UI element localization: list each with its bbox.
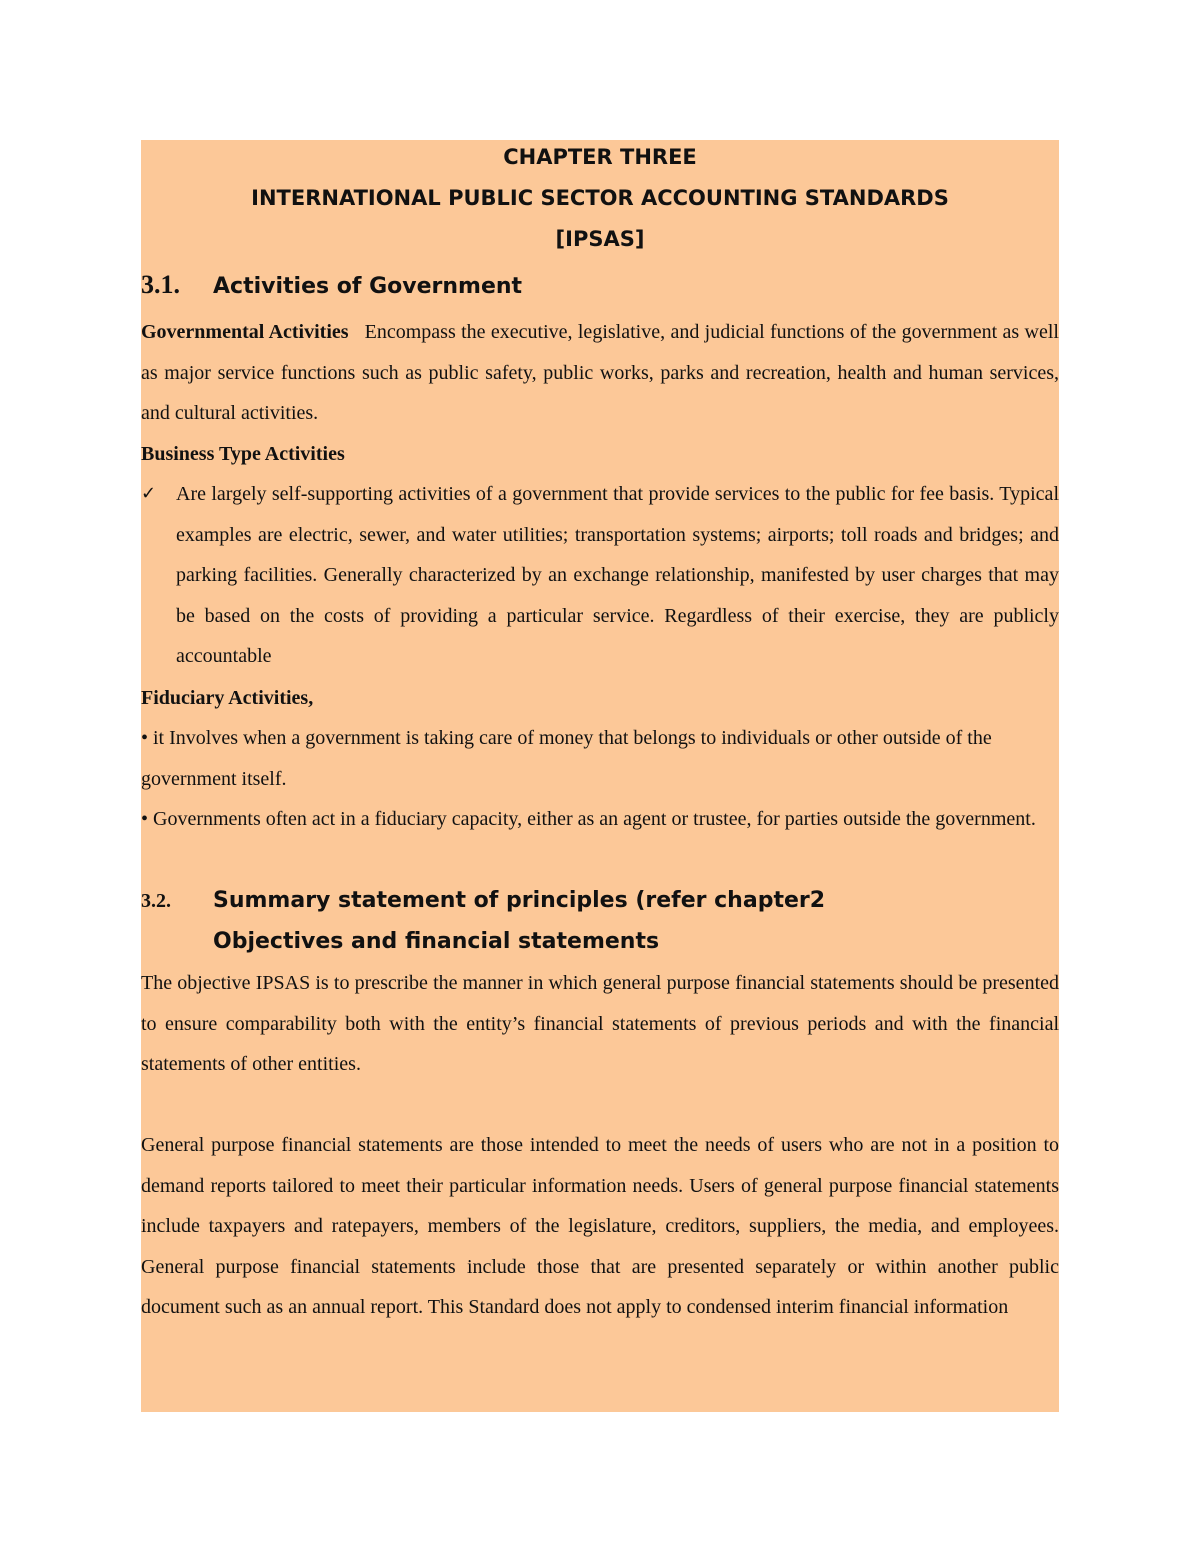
objective-paragraph: The objective IPSAS is to prescribe the manner in which general purpose financial statements should be presented to ensure comparability both with the entity’s financial statements of previous periods and with the financial statements of other entities. [141, 972, 1059, 1075]
section-heading-3-2 [141, 886, 1059, 916]
fiduciary-bullet-1: • it Involves when a government is taking care of money that belongs to individuals or other outside of the government itself. [141, 727, 992, 790]
chapter-title: INTERNATIONAL PUBLIC SECTOR ACCOUNTING STANDARDS [251, 186, 949, 210]
section-title: Summary statement of principles (refer chapter2 [213, 888, 826, 913]
chapter-heading: CHAPTER THREE [503, 145, 697, 169]
governmental-activities-label: Governmental Activities [141, 321, 349, 343]
section-subheading: Objectives and financial statements [213, 929, 660, 954]
general-purpose-paragraph: General purpose financial statements are those intended to meet the needs of users who are not in a position to demand reports tailored to meet their particular information needs. Users of general purpose financial statements include taxpayers and ratepayers, members of the legislature, creditors, suppliers, the media, and employees. General purpose financial statements include those that are presented separately or within another public document such as an annual report. This Standard does not apply to condensed interim financial information [141, 1134, 1059, 1318]
section-number: 3.1. [141, 270, 180, 299]
fiduciary-bullet-2: • Governments often act in a fiduciary capacity, either as an agent or trustee, for parties outside the government. [141, 808, 1036, 830]
section-number: 3.2. [141, 890, 171, 912]
business-activities-text: Are largely self-supporting activities of a government that provide services to the public for fee basis. Typical examples are electric, sewer, and water utilities; transportation systems; airports; toll roads and bridges; and parking facilities. Generally characterized by an exchange relationship, manifested by user charges that may be based on the costs of providing a particular service. Regardless of their exercise, they are publicly accountable [176, 483, 1059, 667]
checkmark-icon: ✓ [141, 483, 157, 504]
section-heading-3-1 [141, 270, 1059, 302]
business-checklist [141, 474, 1059, 677]
section-title: Activities of Government [213, 274, 523, 299]
governmental-activities-text: Encompass the executive, legislative, and judicial functions of the government as well as major service functions such as public safety, public works, parks and recreation, health and human services, and cultural activities. [141, 321, 1059, 424]
chapter-abbreviation: [IPSAS] [555, 227, 645, 251]
governmental-activities-paragraph [141, 312, 1059, 434]
business-type-activities-label: Business Type Activities [141, 443, 345, 465]
fiduciary-activities-label: Fiduciary Activities, [141, 687, 314, 709]
